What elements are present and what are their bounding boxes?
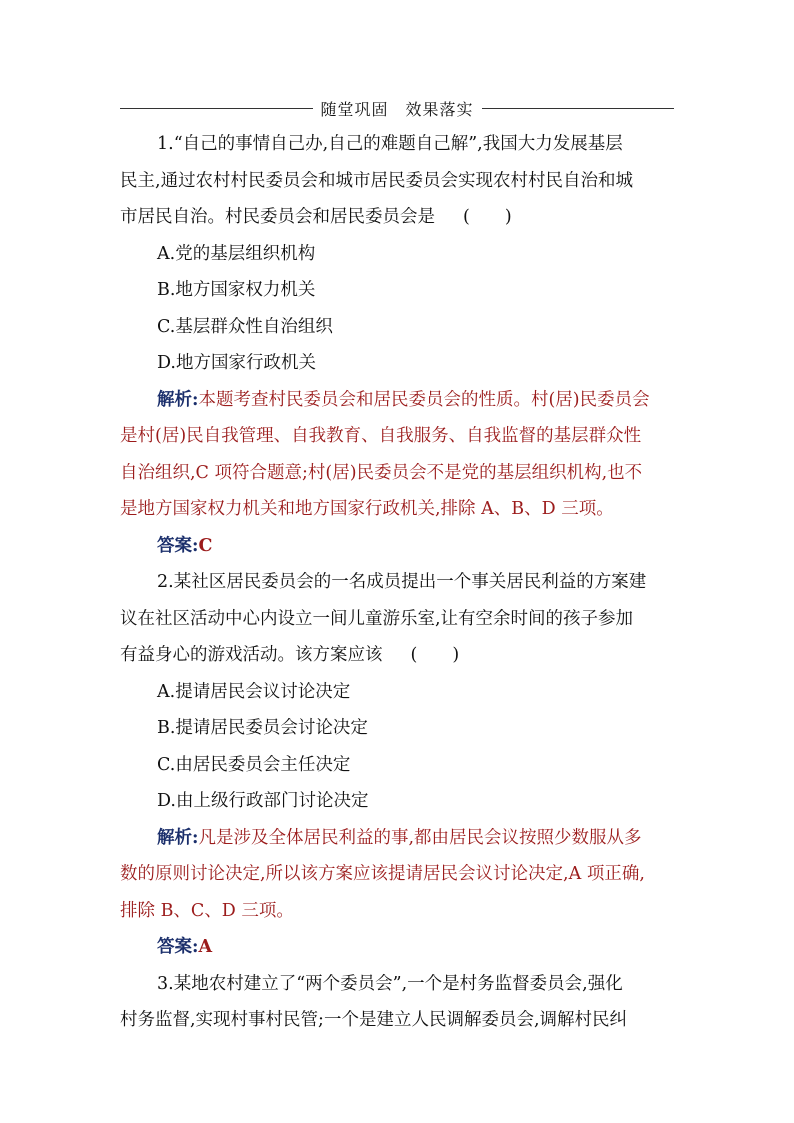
q3-stem-line: 村务监督,实现村事村民管;一个是建立人民调解委员会,调解村民纠 xyxy=(120,1010,628,1030)
q2-stem-text: 有益身心的游戏活动。该方案应该 xyxy=(120,645,383,665)
q2-answer xyxy=(120,929,676,966)
q2-solution-line xyxy=(120,820,676,857)
q2-solution-line: 排除 B、C、D 三项。 xyxy=(120,900,294,921)
q1-solution-line xyxy=(120,382,676,419)
header-rule-right xyxy=(482,108,675,109)
q1-option-a: A.党的基层组织机构 xyxy=(157,243,316,264)
q1-option-d: D.地方国家行政机关 xyxy=(157,353,316,373)
q2-option-c: C.由居民委员会主任决定 xyxy=(157,754,351,775)
q1-solution-tag: 解析: xyxy=(157,389,199,410)
q1-solution-text: 本题考查村民委员会和居民委员会的性质。村(居)民委员会 xyxy=(198,389,650,410)
q2-stem-line xyxy=(120,637,676,674)
q2-solution-tag: 解析: xyxy=(157,827,199,848)
q1-stem-line xyxy=(120,199,676,236)
q1-answer xyxy=(120,528,676,565)
q1-stem-line: 民主,通过农村村民委员会和城市居民委员会实现农村村民自治和城 xyxy=(120,170,634,191)
header-rule-left xyxy=(120,108,313,109)
q1-answer-blank: ( ) xyxy=(463,207,512,227)
q2-stem-line: 议在社区活动中心内设立一间儿童游乐室,让有空余时间的孩子参加 xyxy=(120,608,634,629)
q2-solution-line: 数的原则讨论决定,所以该方案应该提请居民会议讨论决定,A 项正确, xyxy=(120,864,645,884)
document-body xyxy=(120,126,676,1039)
q2-stem-line: 2.某社区居民委员会的一名成员提出一个事关居民利益的方案建 xyxy=(157,572,647,592)
q1-stem-line: 1.“自己的事情自己办,自己的难题自己解”,我国大力发展基层 xyxy=(157,134,623,154)
q2-answer-tag: 答案: xyxy=(157,937,199,957)
q2-option-a: A.提请居民会议讨论决定 xyxy=(157,681,351,702)
section-title: 随堂巩固 效果落实 xyxy=(320,99,474,119)
q1-answer-value: C xyxy=(198,535,213,556)
q1-solution-line: 是村(居)民自我管理、自我教育、自我服务、自我监督的基层群众性 xyxy=(120,426,642,446)
q1-stem-text: 市居民自治。村民委员会和居民委员会是 xyxy=(120,207,435,227)
q1-answer-tag: 答案: xyxy=(157,535,199,556)
q1-solution-line: 自治组织,C 项符合题意;村(居)民委员会不是党的基层组织机构,也不 xyxy=(120,462,643,483)
q2-answer-blank: ( ) xyxy=(410,645,460,665)
q1-option-b: B.地方国家权力机关 xyxy=(157,280,316,300)
q2-answer-value: A xyxy=(198,937,213,957)
q2-solution-text: 凡是涉及全体居民利益的事,都由居民会议按照少数服从多 xyxy=(198,827,642,848)
section-header xyxy=(120,96,674,120)
q3-stem-line: 3.某地农村建立了“两个委员会”,一个是村务监督委员会,强化 xyxy=(157,973,623,994)
q2-option-d: D.由上级行政部门讨论决定 xyxy=(157,791,369,811)
q2-option-b: B.提请居民委员会讨论决定 xyxy=(157,718,368,738)
q1-solution-line: 是地方国家权力机关和地方国家行政机关,排除 A、B、D 三项。 xyxy=(120,499,614,519)
q1-option-c: C.基层群众性自治组织 xyxy=(157,316,333,337)
